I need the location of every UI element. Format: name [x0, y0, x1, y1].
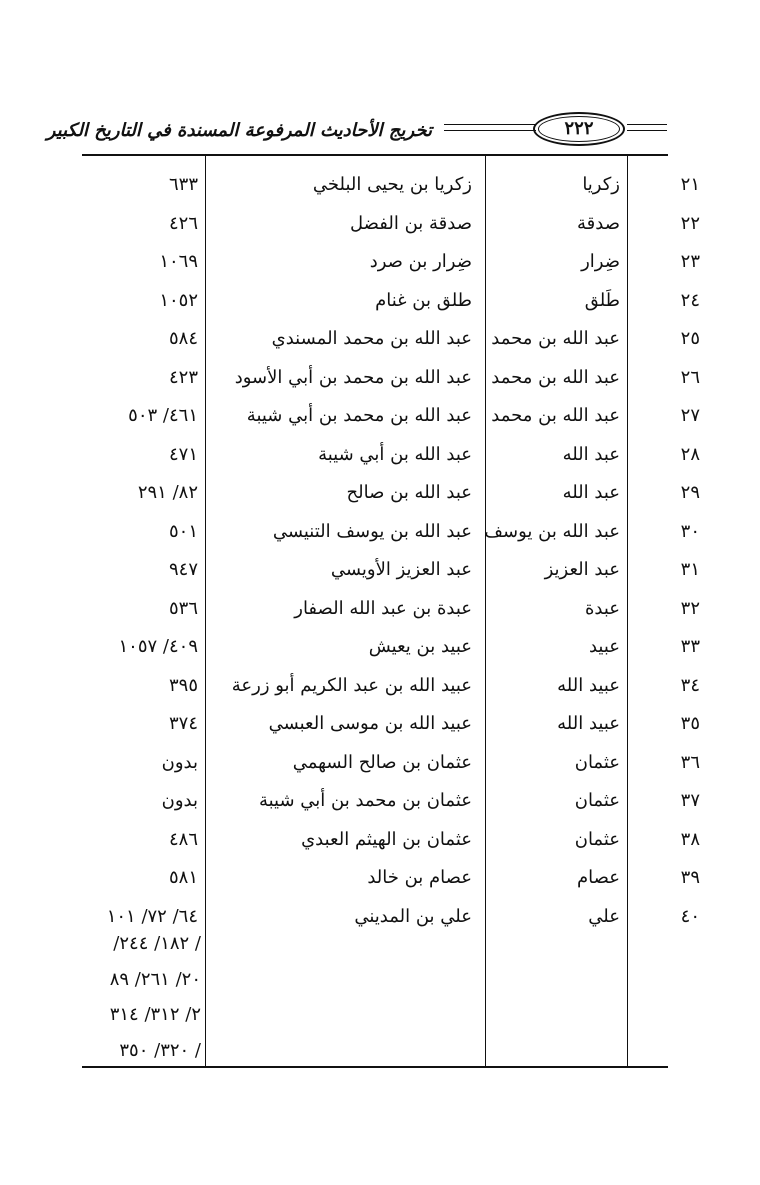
narrator-full-name: عبد الله بن يوسف التنيسي	[272, 520, 472, 542]
reference-continuation-line: ٢/ ٣١٢/ ٣١٤	[109, 1004, 201, 1025]
narrator-short-name: عبيد	[588, 636, 620, 657]
reference-numbers: ٤٦١/ ٥٠٣	[128, 405, 198, 426]
narrator-short-name: عثمان	[574, 790, 620, 811]
narrator-short-name: عبد الله بن يوسف	[484, 520, 620, 542]
page-title: تخريج الأحاديث المرفوعة المسندة في التاريخ الكبير	[46, 120, 432, 141]
row-number: ٣٢	[680, 597, 700, 619]
narrator-short-name: عبد العزيز	[544, 559, 620, 580]
narrator-full-name: عبد الله بن محمد المسندي	[271, 328, 472, 349]
table-row	[82, 360, 700, 396]
table-row	[82, 745, 700, 781]
narrator-short-name: طَلق	[584, 289, 620, 311]
narrator-short-name: عبد الله	[562, 443, 620, 465]
table-row	[82, 860, 700, 896]
row-number: ٤٠	[680, 905, 700, 927]
table-row	[82, 822, 700, 858]
table-row	[82, 706, 700, 742]
narrator-short-name: علي	[588, 905, 620, 927]
reference-numbers: بدون	[161, 790, 198, 811]
reference-continuation-line: / ٣٢٠/ ٣٥٠	[119, 1039, 201, 1061]
table-row	[82, 475, 700, 511]
reference-numbers: ٤٨٦	[168, 828, 198, 850]
page-number: ٢٢٢	[564, 118, 594, 139]
row-number: ٢٦	[680, 366, 700, 388]
table-row	[82, 167, 700, 203]
row-number: ٢٣	[680, 251, 700, 272]
table-row	[82, 668, 700, 704]
row-number: ٣٦	[680, 751, 700, 773]
row-number: ٢٩	[680, 482, 700, 503]
table-row	[82, 552, 700, 588]
row-number: ٢٥	[680, 328, 700, 349]
narrator-short-name: زكريا	[582, 174, 620, 195]
row-number: ٢١	[680, 174, 700, 195]
row-number: ٢٤	[680, 289, 700, 311]
narrator-short-name: عبيد الله	[557, 674, 620, 696]
narrator-full-name: عصام بن خالد	[367, 867, 472, 888]
reference-numbers: ١٠٦٩	[159, 251, 198, 272]
row-number: ٣٣	[680, 636, 700, 657]
table-row	[82, 629, 700, 665]
reference-numbers: ٦٤/ ٧٢/ ١٠١	[106, 905, 198, 927]
narrator-short-name: عبيد الله	[557, 713, 620, 734]
table-row	[82, 437, 700, 473]
reference-numbers: ٣٩٥	[168, 674, 198, 696]
table-row	[82, 244, 700, 280]
reference-continuation-line: ٢٠/ ٢٦١/ ٨٩	[109, 968, 201, 990]
table-row	[82, 398, 700, 434]
narrator-short-name: عبد الله	[562, 482, 620, 503]
narrator-short-name: عبد الله بن محمد	[491, 366, 620, 388]
row-number: ٣٤	[680, 674, 700, 696]
narrator-full-name: طلق بن غنام	[375, 289, 472, 311]
narrator-full-name: عبيد بن يعيش	[368, 636, 472, 657]
reference-numbers: ٣٧٤	[168, 713, 198, 734]
header-rule-right	[627, 124, 667, 136]
narrator-short-name: عبد الله بن محمد	[491, 328, 620, 349]
reference-numbers: ٩٤٧	[168, 559, 198, 580]
narrator-short-name: عبد الله بن محمد	[491, 405, 620, 426]
reference-numbers: ٥٣٦	[168, 597, 198, 619]
row-number: ٣٨	[680, 828, 700, 850]
table-row	[82, 783, 700, 819]
narrator-short-name: ضِرار	[581, 251, 620, 272]
row-number: ٢٢	[680, 212, 700, 234]
narrator-full-name: عبيد الله بن عبد الكريم أبو زرعة	[231, 674, 472, 696]
narrator-full-name: عثمان بن الهيثم العبدي	[301, 828, 472, 850]
narrator-full-name: عثمان بن صالح السهمي	[292, 751, 472, 773]
reference-numbers: ٥٨٤	[168, 328, 198, 349]
narrator-full-name: عبد الله بن أبي شيبة	[318, 443, 472, 465]
reference-numbers: ٥٠١	[168, 520, 198, 542]
table-row	[82, 591, 700, 627]
narrator-full-name: عثمان بن محمد بن أبي شيبة	[258, 790, 472, 811]
row-number: ٣٠	[680, 520, 700, 542]
reference-numbers: ٤٧١	[168, 443, 198, 465]
reference-numbers: ٤٢٣	[168, 366, 198, 388]
table-row	[82, 283, 700, 319]
narrator-short-name: عثمان	[574, 751, 620, 773]
narrator-full-name: ضِرار بن صرد	[369, 251, 472, 272]
narrator-full-name: عبد العزيز الأويسي	[330, 559, 472, 580]
row-number: ٣٥	[680, 713, 700, 734]
row-number: ٣١	[680, 559, 700, 580]
reference-continuation-line: / ١٨٢/ ٢٤٤/	[113, 933, 201, 954]
narrator-full-name: عبدة بن عبد الله الصفار	[294, 597, 472, 619]
table-row	[82, 514, 700, 550]
narrator-full-name: عبد الله بن صالح	[346, 482, 472, 503]
row-number: ٣٩	[680, 867, 700, 888]
header-rule-left	[444, 124, 536, 136]
narrator-full-name: عبد الله بن محمد بن أبي الأسود	[234, 366, 472, 388]
table-row	[82, 321, 700, 357]
narrator-short-name: صدقة	[577, 212, 620, 234]
narrator-short-name: عصام	[577, 867, 620, 888]
narrator-full-name: زكريا بن يحيى البلخي	[312, 174, 472, 195]
narrator-full-name: عبيد الله بن موسى العبسي	[268, 713, 472, 734]
reference-numbers: ٤٠٩/ ١٠٥٧	[118, 636, 198, 657]
reference-numbers: بدون	[161, 751, 198, 773]
reference-numbers: ٦٣٣	[168, 174, 198, 195]
reference-numbers: ٤٢٦	[168, 212, 198, 234]
row-number: ٢٨	[680, 443, 700, 465]
row-number: ٢٧	[680, 405, 700, 426]
row-number: ٣٧	[680, 790, 700, 811]
reference-numbers: ٥٨١	[168, 867, 198, 888]
narrator-full-name: صدقة بن الفضل	[350, 212, 472, 234]
reference-numbers: ٨٢/ ٢٩١	[137, 482, 198, 503]
reference-numbers: ١٠٥٢	[159, 289, 198, 311]
table-row	[82, 206, 700, 242]
narrator-short-name: عبدة	[584, 597, 620, 619]
narrator-short-name: عثمان	[574, 828, 620, 850]
narrator-full-name: علي بن المديني	[354, 905, 472, 927]
narrator-full-name: عبد الله بن محمد بن أبي شيبة	[246, 405, 472, 426]
